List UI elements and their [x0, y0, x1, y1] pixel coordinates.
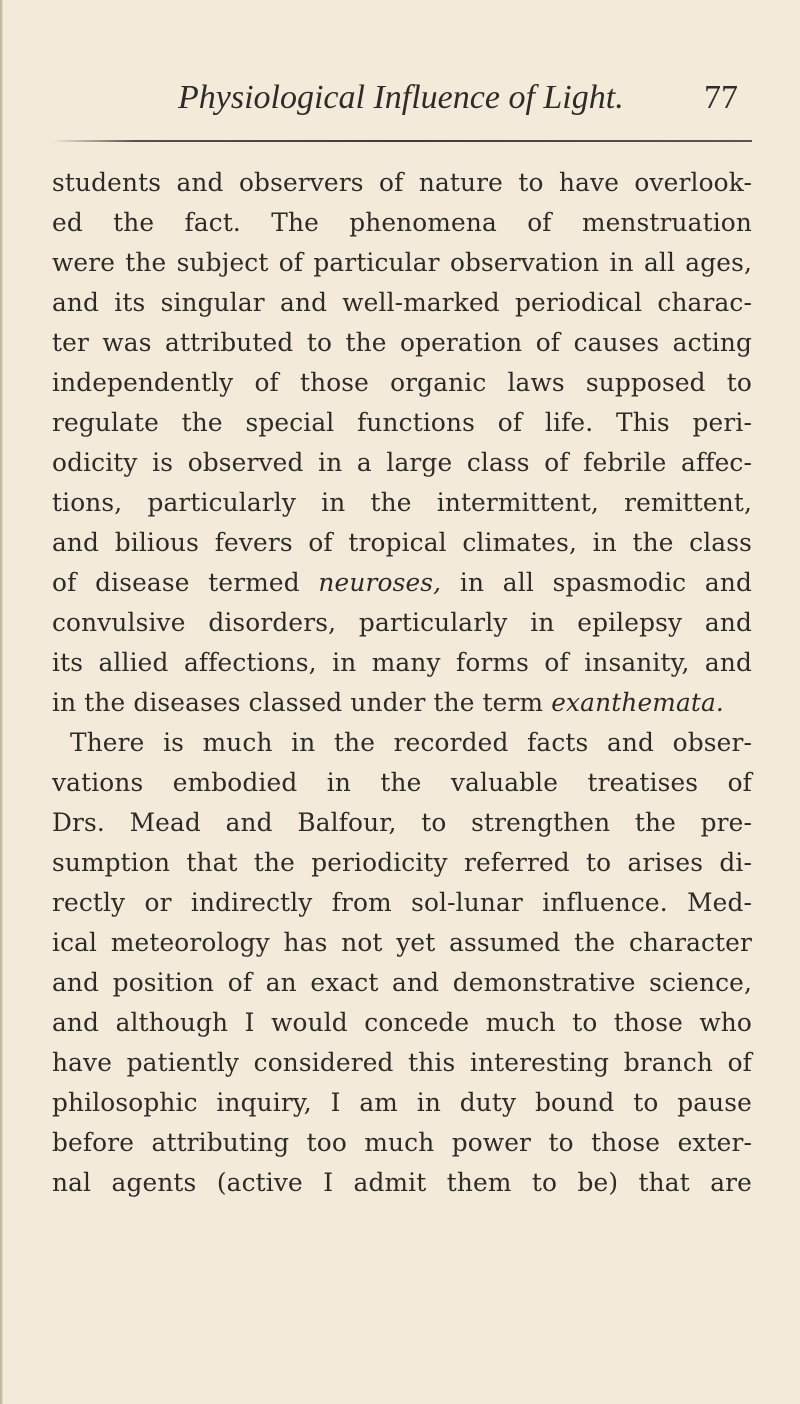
italic-term: exanthemata.	[551, 688, 724, 717]
text-line: and position of an exact and demonstrative science,	[52, 968, 752, 997]
header-rule	[52, 140, 752, 142]
text-line: vations embodied in the valuable treatises of	[52, 768, 752, 797]
text-line	[52, 563, 752, 603]
text-line	[52, 683, 752, 723]
text-line: and bilious fevers of tropical climates, in the class	[52, 528, 752, 557]
text-segment: in the diseases classed under the term	[52, 688, 552, 717]
text-line: rectly or indirectly from sol-lunar influence. Med-	[52, 888, 752, 917]
text-line: before attributing too much power to those exter-	[52, 1128, 752, 1157]
text-line: its allied affections, in many forms of insanity, and	[52, 648, 752, 677]
text-line: There is much in the recorded facts and obser-	[70, 728, 752, 757]
text-line: and although I would concede much to those who	[52, 1008, 752, 1037]
text-line: independently of those organic laws supposed to	[52, 368, 752, 397]
text-line: philosophic inquiry, I am in duty bound to pause	[52, 1088, 752, 1117]
text-line: students and observers of nature to have overlook-	[52, 168, 752, 197]
page-edge	[0, 0, 3, 1404]
text-line: nal agents (active I admit them to be) that are	[52, 1168, 752, 1197]
text-segment: in all spasmodic and	[441, 568, 752, 597]
page-header	[178, 78, 738, 128]
text-line: tions, particularly in the intermittent, remittent,	[52, 488, 752, 517]
text-line: ter was attributed to the operation of causes acting	[52, 328, 752, 357]
text-segment: of disease termed	[52, 568, 319, 597]
text-line: odicity is observed in a large class of febrile affec-	[52, 448, 752, 477]
italic-term: neuroses,	[318, 568, 442, 597]
text-line: sumption that the periodicity referred to arises di-	[52, 848, 752, 877]
body-text	[52, 163, 752, 1203]
page-number: 77	[704, 79, 738, 116]
text-line: regulate the special functions of life. This peri-	[52, 408, 752, 437]
text-line: were the subject of particular observation in all ages,	[52, 248, 752, 277]
text-line: have patiently considered this interesting branch of	[52, 1048, 752, 1077]
text-line: ed the fact. The phenomena of menstruation	[52, 208, 752, 237]
running-head: Physiological Influence of Light.	[178, 79, 624, 116]
text-line: and its singular and well-marked periodical charac-	[52, 288, 752, 317]
text-line: convulsive disorders, particularly in epilepsy and	[52, 608, 752, 637]
text-line: Drs. Mead and Balfour, to strengthen the pre-	[52, 808, 752, 837]
text-line: ical meteorology has not yet assumed the character	[52, 928, 752, 957]
